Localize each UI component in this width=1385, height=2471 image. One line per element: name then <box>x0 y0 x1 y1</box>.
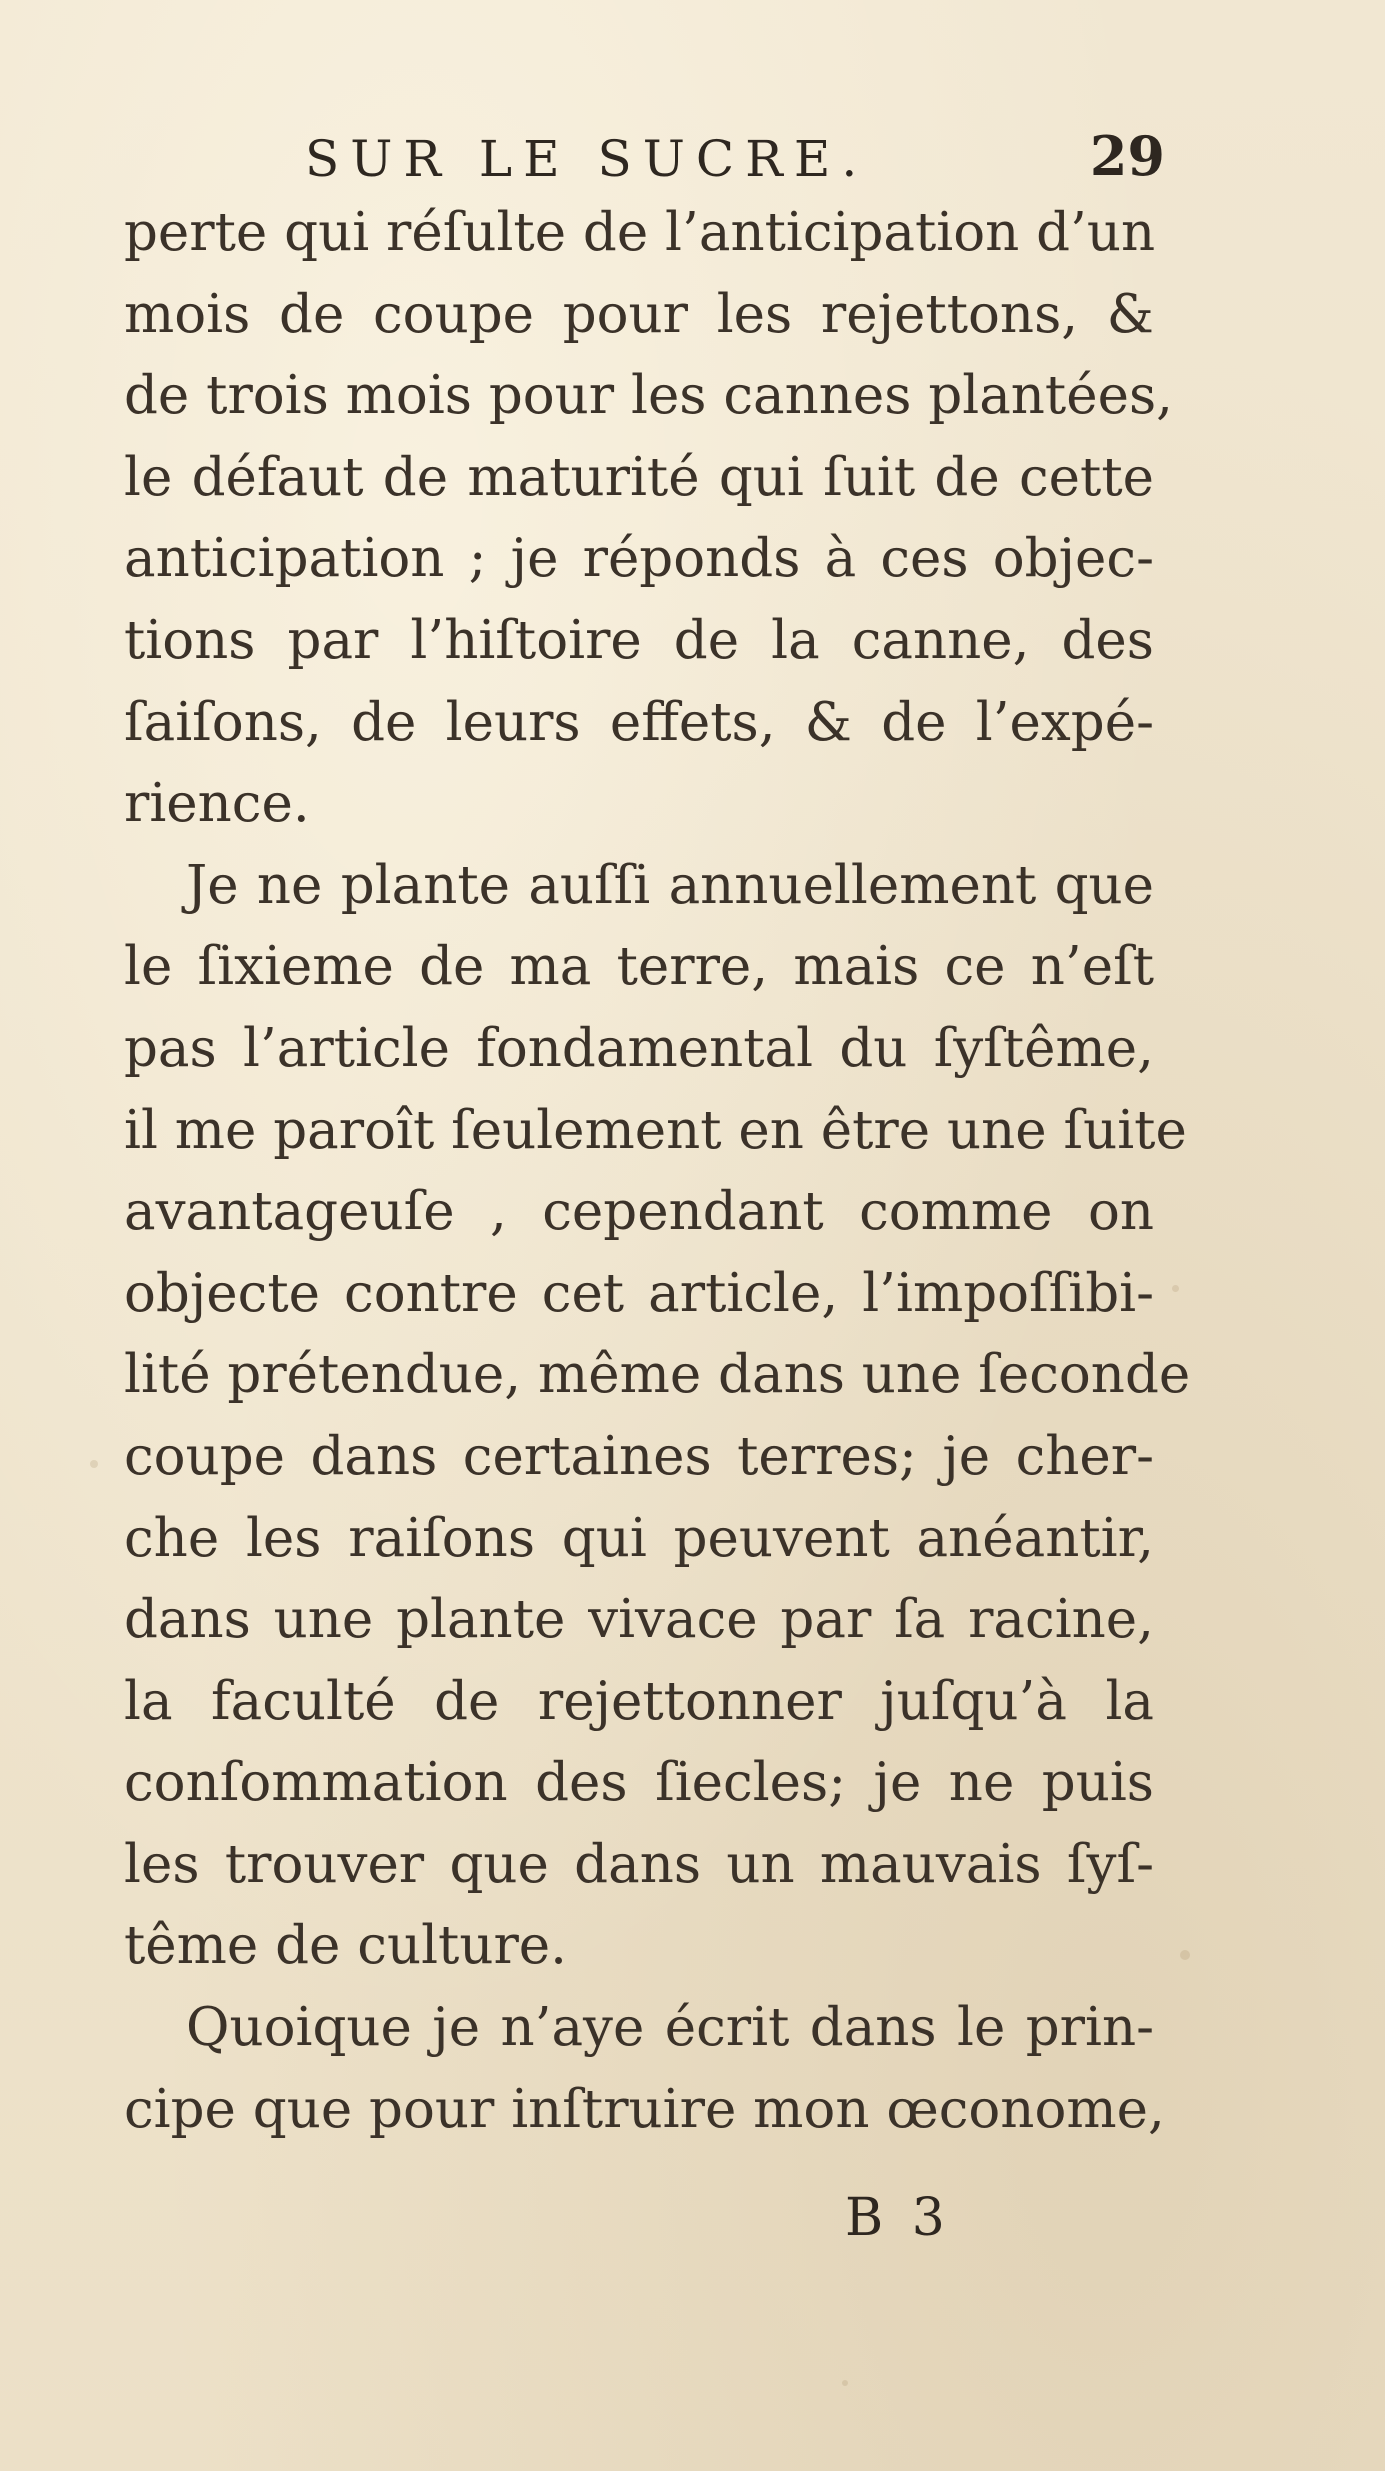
page-header <box>305 120 1165 200</box>
paper-spot <box>1180 1950 1190 1960</box>
text-line: avantageuſe , cependant comme on <box>124 1181 1154 1243</box>
text-line: dans une plante vivace par ſa racine, <box>124 1589 1154 1651</box>
text-line: ſaiſons, de leurs effets, & de l’expé- <box>124 691 1154 753</box>
text-line: de trois mois pour les cannes plantées, <box>124 365 1174 427</box>
text-line: la faculté de rejettonner juſqu’à la <box>124 1670 1154 1732</box>
text-line: perte qui réſulte de l’anticipation d’un <box>124 202 1156 263</box>
text-line: objecte contre cet article, l’impoſſibi- <box>124 1262 1154 1324</box>
body-text <box>124 192 1191 2150</box>
running-title: SUR LE SUCRE. <box>305 130 869 188</box>
text-line: les trouver que dans un mauvais ſyſ- <box>124 1833 1154 1895</box>
paper-spot <box>90 1460 98 1468</box>
text-line: il me paroît ſeulement en être une ſuite <box>124 1099 1187 1161</box>
text-line: lité prétendue, même dans une ſeconde <box>124 1344 1191 1406</box>
text-line: rience. <box>124 773 310 835</box>
text-line: mois de coupe pour les rejettons, & <box>124 283 1154 345</box>
text-line: Je ne plante auſſi annuellement que <box>186 854 1154 916</box>
text-line: anticipation ; je réponds à ces objec- <box>124 528 1154 590</box>
text-line: Quoique je n’aye écrit dans le prin- <box>186 1997 1154 2059</box>
paper-spot <box>1172 1285 1179 1292</box>
text-line: tions par l’hiſtoire de la canne, des <box>124 609 1154 671</box>
text-line: le défaut de maturité qui ſuit de cette <box>124 446 1154 508</box>
page-number: 29 <box>1089 124 1165 188</box>
text-line: che les raiſons qui peuvent anéantir, <box>124 1507 1154 1569</box>
signature-mark: B 3 <box>845 2188 951 2248</box>
text-line: le ſixieme de ma terre, mais ce n’eſt <box>124 936 1154 998</box>
paper-spot <box>842 2380 848 2386</box>
text-line: coupe dans certaines terres; je cher- <box>124 1425 1154 1487</box>
text-line: tême de culture. <box>124 1915 568 1977</box>
text-line: pas l’article fondamental du ſyſtême, <box>124 1017 1154 1079</box>
text-line: cipe que pour inſtruire mon œconome, <box>124 2078 1165 2140</box>
text-line: conſommation des ſiecles; je ne puis <box>124 1752 1154 1814</box>
